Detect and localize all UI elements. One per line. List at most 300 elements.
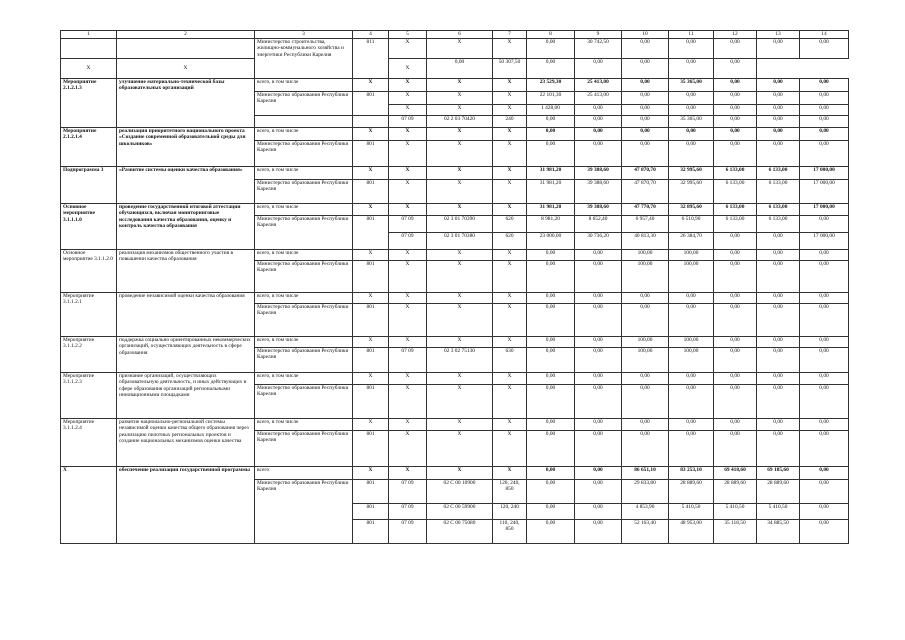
table-cell: 0,00 <box>527 128 575 141</box>
table-cell: 0,00 <box>575 419 622 431</box>
header-cell: 14 <box>800 31 849 39</box>
table-cell: 17 000,00 <box>800 167 849 180</box>
table-cell: 0,00 <box>575 128 622 141</box>
table-cell: X <box>427 128 493 141</box>
table-cell: Мероприятие 2.1.2.1.3 <box>61 79 117 128</box>
table-cell: 23 000,00 <box>527 233 575 250</box>
table-cell: 0,00 <box>800 480 849 504</box>
table-cell: 6 133,00 <box>757 216 800 233</box>
table-cell: X <box>427 304 493 337</box>
table-cell: 02 3 02 75130 <box>427 348 493 373</box>
table-cell: 30 736,20 <box>575 233 622 250</box>
table-cell: 0,00 <box>757 337 800 348</box>
table-cell: 0,00 <box>669 39 714 59</box>
table-cell: 0,00 <box>757 373 800 385</box>
table-cell: 0,00 <box>800 373 849 385</box>
table-cell: 0,00 <box>800 261 849 293</box>
table-cell: 0,00 <box>757 79 800 92</box>
table-cell: X <box>389 337 427 348</box>
table-cell: 0,00 <box>714 92 757 105</box>
table-cell: 0,00 <box>714 348 757 373</box>
table-cell: 0,00 <box>669 385 714 419</box>
table-cell: 17 000,00 <box>800 204 849 216</box>
table-cell: X <box>389 141 427 167</box>
table-cell: X <box>427 261 493 293</box>
table-cell: всего, в том числе <box>255 419 353 431</box>
table-body <box>61 39 849 544</box>
table-cell: 0,00 <box>527 261 575 293</box>
table-cell: 100,00 <box>669 261 714 293</box>
table-cell: 17 000,00 <box>800 233 849 250</box>
table-cell: 0,00 <box>575 504 622 520</box>
table-cell: X <box>389 431 427 467</box>
table-cell: проведение независимой оценки качества образования <box>117 293 255 337</box>
table-cell: 0,00 <box>714 373 757 385</box>
table-cell: X <box>427 39 493 59</box>
table-cell: 29 833,80 <box>622 480 669 504</box>
table-cell: 0,00 <box>527 419 575 431</box>
table-cell: X <box>427 250 493 261</box>
table-cell: 0,00 <box>757 141 800 167</box>
table-cell: 35 365,00 <box>669 79 714 92</box>
table-cell: 0,00 <box>527 373 575 385</box>
header-cell: 1 <box>61 31 117 39</box>
table-cell: X <box>493 204 527 216</box>
table-cell: 0,00 <box>757 419 800 431</box>
table-cell: 0,00 <box>757 348 800 373</box>
table-cell: 28 889,60 <box>714 480 757 504</box>
table-cell: 0,00 <box>757 250 800 261</box>
header-cell: 12 <box>714 31 757 39</box>
table-cell: обеспечение реализации государственной программы <box>117 467 255 544</box>
table-cell: 801 <box>353 304 389 337</box>
table-cell: X <box>493 39 527 59</box>
table-cell: Основное мероприятие 3.1.1.1.0 <box>61 204 117 250</box>
table-cell: 35 365,00 <box>669 116 714 128</box>
table-cell: 240 <box>493 116 527 128</box>
table-cell: 07 09 <box>389 116 427 128</box>
table-cell: 110, 240, 850 <box>493 520 527 544</box>
table-cell: 6 957,40 <box>622 216 669 233</box>
table-cell: X <box>427 92 493 105</box>
table-cell: 6 133,00 <box>714 216 757 233</box>
table-cell: 0,00 <box>527 520 575 544</box>
table-cell: 83 253,10 <box>669 467 714 480</box>
table-cell: 100,00 <box>622 261 669 293</box>
header-cell: 3 <box>255 31 353 39</box>
table-cell: 0,00 <box>757 92 800 105</box>
table-cell: X <box>493 373 527 385</box>
table-cell: X <box>389 105 427 116</box>
table-cell: 07 09 <box>389 520 427 544</box>
table-cell: X <box>493 180 527 204</box>
table-cell: 39 388,60 <box>575 167 622 180</box>
table-cell: 0,00 <box>622 59 669 79</box>
table-cell: Мероприятие 3.1.1.2.3 <box>61 373 117 419</box>
table-cell: 0,00 <box>527 480 575 504</box>
table-cell: 5 410,50 <box>669 504 714 520</box>
table-cell: 28 889,60 <box>757 480 800 504</box>
table-row <box>61 204 849 216</box>
table-cell: X <box>389 128 427 141</box>
table-cell: признание организаций, осуществляющих образовательную деятельность, и иных действующих в сфере образования организаций региональными инновационными площадками <box>117 373 255 419</box>
table-cell <box>353 116 389 128</box>
table-cell: X <box>493 385 527 419</box>
table-cell: X <box>389 467 427 480</box>
table-cell: 40 813,30 <box>622 233 669 250</box>
table-row <box>61 467 849 480</box>
header-cell: 6 <box>427 31 493 39</box>
table-cell: X <box>427 180 493 204</box>
table-cell: 0,00 <box>622 92 669 105</box>
table-cell: 0,00 <box>800 504 849 520</box>
table-cell: 0,00 <box>800 216 849 233</box>
table-cell: 0,00 <box>622 419 669 431</box>
table-cell: всего, в том числе <box>255 167 353 180</box>
table-cell: 0,00 <box>714 419 757 431</box>
table-cell: X <box>427 105 493 116</box>
table-cell: X <box>389 373 427 385</box>
table-cell: Мероприятие 3.1.1.2.1 <box>61 293 117 337</box>
table-cell: 100,00 <box>669 250 714 261</box>
table-cell: X <box>353 204 389 216</box>
table-cell: X <box>493 419 527 431</box>
table-cell: X <box>389 204 427 216</box>
table-cell: 0,00 <box>800 92 849 105</box>
table-cell: 0,00 <box>575 467 622 480</box>
table-cell: 0,00 <box>800 467 849 480</box>
budget-table <box>60 30 849 544</box>
table-cell: X <box>353 467 389 480</box>
table-cell: 0,00 <box>622 79 669 92</box>
table-cell: 0,00 <box>527 293 575 304</box>
table-cell: X <box>427 419 493 431</box>
table-cell: X <box>493 293 527 304</box>
table-row <box>61 419 849 431</box>
header-cell: 2 <box>117 31 255 39</box>
table-cell: X <box>389 304 427 337</box>
table-cell: 0,00 <box>527 304 575 337</box>
header-cell: 10 <box>622 31 669 39</box>
table-cell: 801 <box>353 92 389 116</box>
header-cell: 11 <box>669 31 714 39</box>
table-cell: 0,00 <box>800 293 849 304</box>
table-cell: 0,00 <box>757 304 800 337</box>
table-row <box>61 59 849 79</box>
table-cell: 6 133,00 <box>714 180 757 204</box>
table-cell: 0,00 <box>622 141 669 167</box>
table-cell: 0,00 <box>757 293 800 304</box>
table-cell: всего, в том числе <box>255 373 353 385</box>
table-cell: 0,00 <box>714 116 757 128</box>
table-cell: 0,00 <box>757 116 800 128</box>
table-cell: X <box>493 337 527 348</box>
table-cell: 0,00 <box>527 250 575 261</box>
table-cell: X <box>389 39 427 59</box>
table-cell: 0,00 <box>575 293 622 304</box>
table-cell: 0,00 <box>575 105 622 116</box>
table-cell: X <box>353 167 389 180</box>
table-cell: 02 2 03 70420 <box>427 116 493 128</box>
table-cell: поддержка социально ориентированных некоммерческих организаций, осуществляющих деятельность в сфере образования <box>117 337 255 373</box>
table-cell: 0,00 <box>757 128 800 141</box>
table-cell: 23 529,30 <box>527 79 575 92</box>
table-cell: 0,00 <box>527 467 575 480</box>
table-cell: X <box>427 141 493 167</box>
table-cell: X <box>427 385 493 419</box>
table-cell: 50 307,50 <box>493 59 527 79</box>
table-cell: 47 870,70 <box>622 167 669 180</box>
table-cell: 0,00 <box>622 116 669 128</box>
table-row <box>61 167 849 180</box>
table-cell: 801 <box>353 180 389 204</box>
table-cell: 0,00 <box>575 348 622 373</box>
table-cell: 0,00 <box>669 431 714 467</box>
table-cell <box>117 39 255 59</box>
table-cell: Министерство образования Республики Карелия <box>255 261 353 293</box>
table-cell: 801 <box>353 520 389 544</box>
table-cell: 0,00 <box>714 250 757 261</box>
table-cell: 0,00 <box>527 348 575 373</box>
table-cell: X <box>493 128 527 141</box>
table-row <box>61 337 849 348</box>
table-cell: 0,00 <box>800 39 849 59</box>
header-cell: 7 <box>493 31 527 39</box>
header-cell: 9 <box>575 31 622 39</box>
table-cell: 17 000,00 <box>800 180 849 204</box>
table-cell: 6 510,90 <box>669 216 714 233</box>
table-cell: 801 <box>353 504 389 520</box>
table-cell: X <box>389 79 427 92</box>
table-cell: улучшение материально-технической базы образовательных организаций <box>117 79 255 128</box>
table-cell: 0,00 <box>669 128 714 141</box>
table-cell: X <box>493 141 527 167</box>
table-row <box>61 79 849 92</box>
table-cell: 0,00 <box>527 141 575 167</box>
table-cell: X <box>493 431 527 467</box>
table-cell: 30 742,50 <box>575 39 622 59</box>
table-cell: 620 <box>493 233 527 250</box>
table-cell: 0,00 <box>622 304 669 337</box>
table-cell: 0,00 <box>714 304 757 337</box>
table-cell: 07 09 <box>389 480 427 504</box>
table-cell: 0,00 <box>669 92 714 105</box>
table-cell: 6 133,00 <box>714 167 757 180</box>
table-cell: Министерство строительства, жилищно-коммунального хозяйства и энергетики Республики Карелия <box>255 39 353 79</box>
table-cell: 0,00 <box>527 116 575 128</box>
table-cell: X <box>389 180 427 204</box>
table-cell: 39 388,60 <box>575 180 622 204</box>
table-cell: X <box>353 293 389 304</box>
table-row <box>61 128 849 141</box>
table-cell: X <box>427 373 493 385</box>
table-cell: 02 С 00 10900 <box>427 480 493 504</box>
table-cell <box>61 39 117 59</box>
table-cell: 5 410,50 <box>757 504 800 520</box>
table-cell: 120, 240 <box>493 504 527 520</box>
table-cell: 6 133,00 <box>757 204 800 216</box>
table-cell: X <box>493 250 527 261</box>
table-cell: Министерство образования Республики Карелия <box>255 141 353 167</box>
table-cell: 0,00 <box>575 520 622 544</box>
table-cell: 32 995,60 <box>669 167 714 180</box>
table-cell: 0,00 <box>669 293 714 304</box>
table-cell: 0,00 <box>757 39 800 59</box>
table-cell: 34 885,50 <box>757 520 800 544</box>
table-cell: 26 384,70 <box>669 233 714 250</box>
table-cell: 801 <box>353 261 389 293</box>
header-row <box>61 31 849 39</box>
table-cell: 52 163,40 <box>622 520 669 544</box>
table-cell: 0,00 <box>800 250 849 261</box>
table-cell: 0,00 <box>575 250 622 261</box>
header-cell: 4 <box>353 31 389 39</box>
table-cell: X <box>61 59 117 79</box>
table-cell: 0,00 <box>622 128 669 141</box>
table-cell: X <box>389 167 427 180</box>
table-cell: 0,00 <box>527 337 575 348</box>
table-cell: 0,00 <box>757 385 800 419</box>
table-cell: проведение государственной итоговой аттестации обучающихся, включая мониторинговые исследования качества образования, оценку и контроль качества образования <box>117 204 255 250</box>
table-cell: 0,00 <box>714 79 757 92</box>
table-cell: 620 <box>493 216 527 233</box>
table-cell: X <box>353 79 389 92</box>
table-cell: всего, в том числе <box>255 128 353 141</box>
table-cell: 0,00 <box>575 304 622 337</box>
table-cell: 8 652,40 <box>575 216 622 233</box>
table-cell: X <box>353 337 389 348</box>
table-cell: 0,00 <box>714 337 757 348</box>
table-cell: X <box>493 467 527 480</box>
table-cell: «Развитие системы оценки качества образования» <box>117 167 255 204</box>
table-cell: 0,00 <box>527 59 575 79</box>
table-cell: Мероприятие 3.1.1.2.4 <box>61 419 117 467</box>
table-row <box>61 250 849 261</box>
table-cell: 47 870,70 <box>622 180 669 204</box>
table-cell: 0,00 <box>714 141 757 167</box>
table-cell: 39 388,60 <box>575 204 622 216</box>
table-cell: 0,00 <box>575 141 622 167</box>
table-cell: всего, в том числе <box>255 204 353 216</box>
table-cell: 0,00 <box>800 304 849 337</box>
table-cell: реализация приоритетного национального проекта «Создание современной образовательной среды для школьников» <box>117 128 255 167</box>
table-cell: Министерство образования Республики Карелия <box>255 216 353 250</box>
table-cell: 0,00 <box>622 373 669 385</box>
table-cell: Министерство образования Республики Карелия <box>255 431 353 467</box>
table-cell: 07 09 <box>389 348 427 373</box>
table-cell: 02 3 01 70380 <box>427 233 493 250</box>
table-cell: 6 133,00 <box>757 167 800 180</box>
table-cell: 0,00 <box>800 141 849 167</box>
table-cell: 0,00 <box>714 128 757 141</box>
table-cell: X <box>353 373 389 385</box>
table-cell: 0,00 <box>669 373 714 385</box>
table-cell: 4 853,90 <box>622 504 669 520</box>
table-cell: X <box>427 337 493 348</box>
table-cell: X <box>427 167 493 180</box>
table-cell: реализация механизмов общественного участия в повышении качества образования <box>117 250 255 293</box>
table-cell: X <box>493 105 527 116</box>
table-cell: 47 770,70 <box>622 204 669 216</box>
table-cell: 02 С 00 59900 <box>427 504 493 520</box>
table-cell: X <box>61 467 117 544</box>
table-cell: Подпрограмма 3 <box>61 167 117 204</box>
table-cell: всего, в том числе <box>255 79 353 92</box>
table-cell: X <box>427 204 493 216</box>
table-cell: всего, в том числе <box>255 250 353 261</box>
table-cell: 28 889,60 <box>669 480 714 504</box>
table-cell: 120, 240, 850 <box>493 480 527 504</box>
table-cell: X <box>389 419 427 431</box>
table-cell: X <box>353 128 389 141</box>
table-cell: 07 09 <box>389 216 427 233</box>
table-cell: Министерство образования Республики Карелия <box>255 92 353 116</box>
table-cell: 25 413,00 <box>575 79 622 92</box>
table-cell: всего <box>255 467 353 480</box>
table-cell: 0,00 <box>714 39 757 59</box>
table-cell: X <box>427 293 493 304</box>
table-cell: 0,00 <box>757 233 800 250</box>
table-cell: 0,00 <box>669 105 714 116</box>
table-cell: 0,00 <box>527 385 575 419</box>
table-cell: 100,00 <box>622 337 669 348</box>
table-cell: X <box>493 261 527 293</box>
table-cell: 801 <box>353 431 389 467</box>
table-cell: 0,00 <box>800 337 849 348</box>
table-cell: 86 651,10 <box>622 467 669 480</box>
header-cell: 8 <box>527 31 575 39</box>
table-cell: 100,00 <box>622 250 669 261</box>
table-cell: X <box>427 79 493 92</box>
table-cell: X <box>389 92 427 105</box>
table-cell: 801 <box>353 141 389 167</box>
table-cell: 0,00 <box>622 385 669 419</box>
table-cell: X <box>427 431 493 467</box>
table-cell: X <box>493 304 527 337</box>
table-cell: 8 981,20 <box>527 216 575 233</box>
table-cell: Министерство образования Республики Карелия <box>255 180 353 204</box>
table-cell: Мероприятие 2.1.2.1.4 <box>61 128 117 167</box>
table-cell: Основное мероприятие 3.1.1.2.0 <box>61 250 117 293</box>
table-cell: Министерство образования Республики Карелия <box>255 480 353 544</box>
table-cell: 0,00 <box>800 385 849 419</box>
table-cell: 0,00 <box>669 304 714 337</box>
table-cell: развитие национально-региональной системы независимой оценки качества общего образования через реализацию пилотных региональных проектов и создание национальных механизмов оценки качества <box>117 419 255 467</box>
table-cell: Министерство образования Республики Карелия <box>255 385 353 419</box>
table-row <box>61 39 849 59</box>
table-cell: 0,00 <box>800 520 849 544</box>
table-cell: 100,00 <box>622 348 669 373</box>
table-cell: X <box>493 92 527 105</box>
table-cell: 0,00 <box>800 105 849 116</box>
table-cell: 0,00 <box>800 128 849 141</box>
table-cell: 0,00 <box>527 431 575 467</box>
table-cell: 0,00 <box>527 39 575 59</box>
table-row <box>61 373 849 385</box>
table-cell: 0,00 <box>757 431 800 467</box>
table-cell: 100,00 <box>669 337 714 348</box>
table-cell: X <box>353 419 389 431</box>
table-cell: 35 118,50 <box>714 520 757 544</box>
table-cell: 07 09 <box>389 233 427 250</box>
table-cell: 07 09 <box>389 504 427 520</box>
table-cell: 0,00 <box>669 419 714 431</box>
table-cell: X <box>493 167 527 180</box>
table-cell: 0,00 <box>757 261 800 293</box>
table-cell: 0,00 <box>575 431 622 467</box>
table-cell <box>255 116 353 128</box>
table-cell: 31 981,20 <box>527 204 575 216</box>
